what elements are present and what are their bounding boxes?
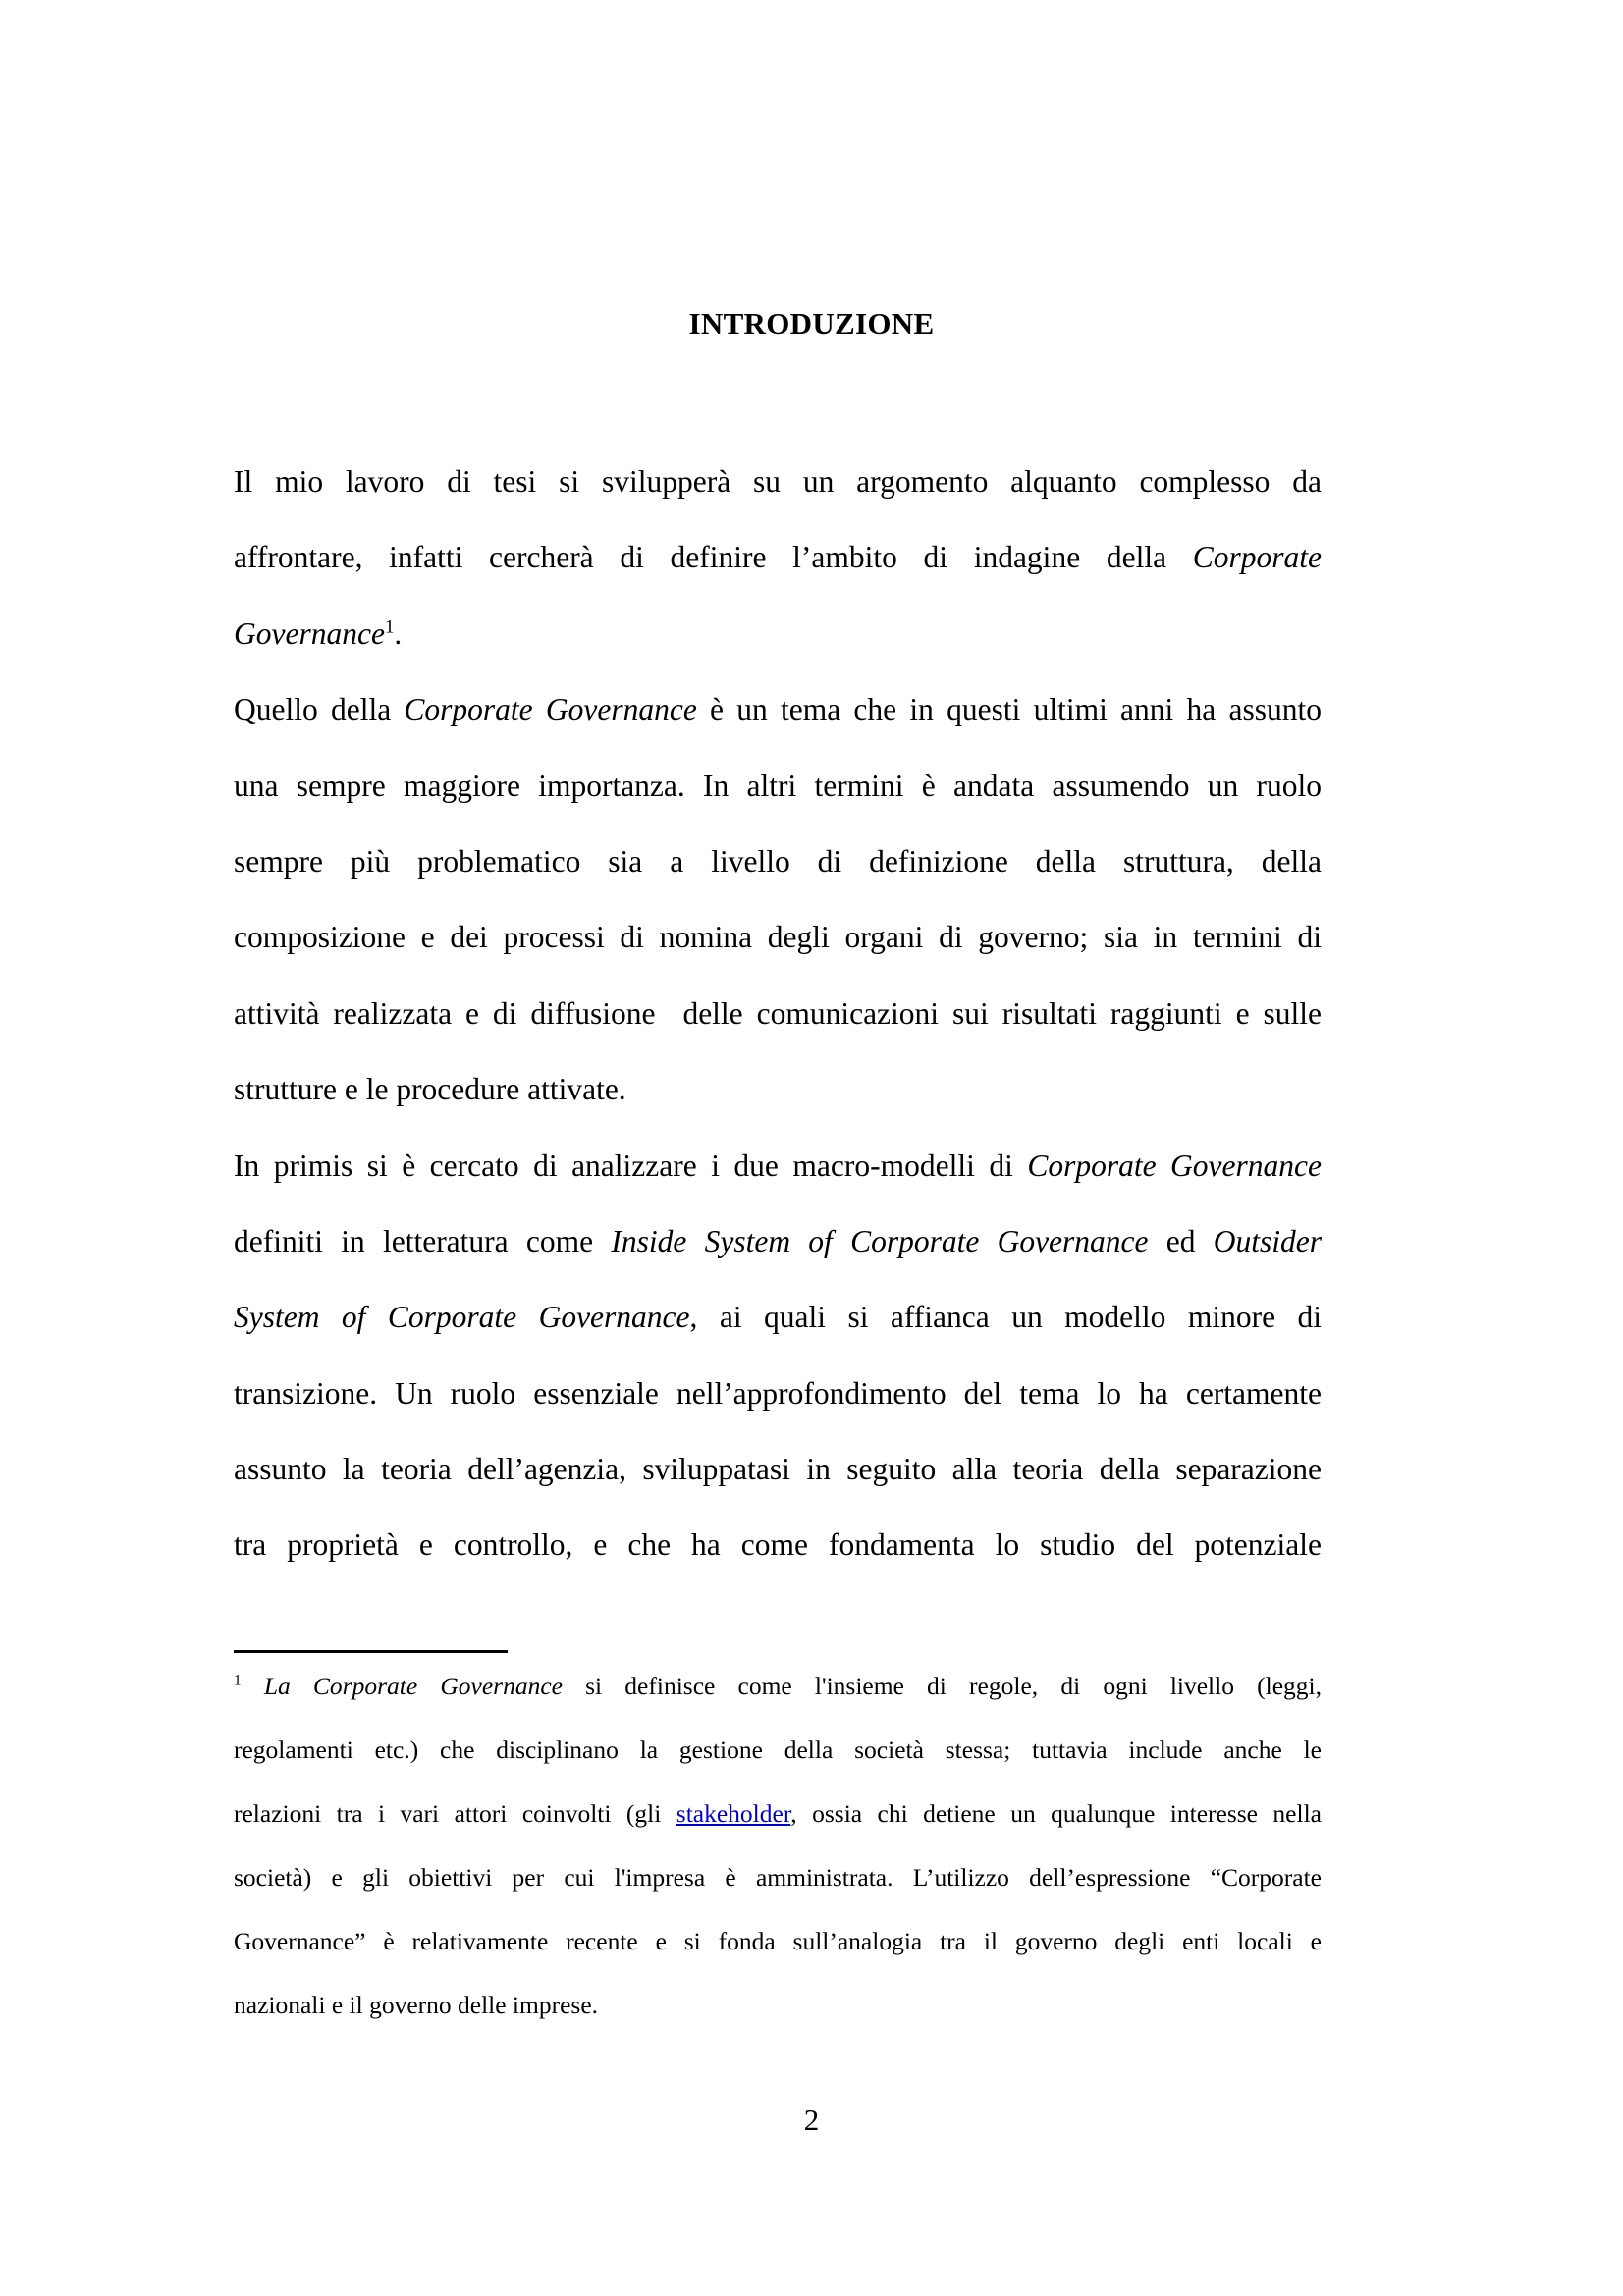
stakeholder-link[interactable]: stakeholder bbox=[676, 1799, 791, 1828]
italic-text: Inside System of Corporate Governance bbox=[611, 1223, 1149, 1258]
text-segment: tra proprietà e controllo, e che ha come fondamenta lo studio del potenziale bbox=[234, 1527, 1322, 1563]
text-segment: assunto la teoria dell’agenzia, sviluppatasi in seguito alla teoria della separazione bbox=[234, 1452, 1322, 1487]
text-segment: Governance” è relativamente recente e si fonda sull’analogia tra il governo degli enti locali e bbox=[234, 1927, 1322, 1955]
text-segment: , ossia chi detiene un qualunque interesse nella bbox=[790, 1799, 1322, 1828]
body-line bbox=[234, 519, 1322, 595]
text-segment: è un tema che in questi ultimi anni ha assunto bbox=[696, 692, 1322, 727]
body-line bbox=[234, 1431, 1322, 1507]
body-text bbox=[234, 444, 1322, 1583]
body-line bbox=[234, 671, 1322, 747]
footnote-marker: 1 bbox=[384, 616, 395, 638]
body-line bbox=[234, 976, 1322, 1051]
body-line bbox=[234, 1128, 1322, 1203]
footnote-line bbox=[234, 1654, 1322, 1718]
text-segment: ed bbox=[1148, 1223, 1214, 1258]
page-number: 2 bbox=[803, 2103, 820, 2137]
italic-text: Corporate Governance bbox=[1027, 1148, 1322, 1183]
body-line bbox=[234, 824, 1322, 899]
text-segment: In primis si è cercato di analizzare i due macro-modelli di bbox=[234, 1148, 1028, 1183]
footnote-line bbox=[234, 1718, 1322, 1782]
text-segment: regolamenti etc.) che disciplinano la gestione della società stessa; tuttavia include anche le bbox=[234, 1735, 1322, 1764]
text-segment: definiti in letteratura come bbox=[234, 1223, 612, 1258]
text-segment: società) e gli obiettivi per cui l'impresa è amministrata. L’utilizzo dell’espressione “Corporate bbox=[234, 1863, 1322, 1892]
italic-text: Corporate bbox=[1192, 540, 1322, 575]
body-line bbox=[234, 1507, 1322, 1582]
footnote-marker: 1 bbox=[234, 1672, 242, 1689]
body-line bbox=[234, 1051, 1322, 1127]
text-segment: affrontare, infatti cercherà di definire l’ambito di indagine della bbox=[234, 540, 1193, 575]
italic-text: La Corporate Governance bbox=[263, 1672, 563, 1700]
italic-text: Corporate Governance bbox=[404, 692, 697, 727]
text-segment: , ai quali si affianca un modello minore di bbox=[689, 1300, 1322, 1335]
text-segment: si definisce come l'insieme di regole, di ogni livello (leggi, bbox=[562, 1672, 1322, 1700]
italic-text: System of Corporate Governance bbox=[234, 1300, 690, 1335]
footnote-line bbox=[234, 1782, 1322, 1845]
text-segment: relazioni tra i vari attori coinvolti (gli bbox=[234, 1799, 676, 1828]
text-segment: una sempre maggiore importanza. In altri termini è andata assumendo un ruolo bbox=[234, 768, 1322, 803]
body-line bbox=[234, 444, 1322, 519]
italic-text: Outsider bbox=[1213, 1223, 1322, 1258]
text-segment: composizione e dei processi di nomina degli organi di governo; sia in termini di bbox=[234, 920, 1322, 955]
body-line bbox=[234, 899, 1322, 975]
footnote-line bbox=[234, 1973, 1322, 2037]
text-segment: Quello della bbox=[234, 692, 405, 727]
footnote bbox=[234, 1654, 1322, 2037]
text-segment: . bbox=[394, 615, 403, 651]
body-line bbox=[234, 1356, 1322, 1431]
body-line bbox=[234, 1203, 1322, 1279]
footnote-line bbox=[234, 1845, 1322, 1909]
footnote-separator bbox=[234, 1650, 508, 1653]
body-line bbox=[234, 748, 1322, 824]
body-line bbox=[234, 1279, 1322, 1355]
italic-text: Governance bbox=[234, 615, 385, 651]
body-line bbox=[234, 596, 1322, 671]
text-segment: transizione. Un ruolo essenziale nell’approfondimento del tema lo ha certamente bbox=[234, 1375, 1322, 1411]
text-segment bbox=[242, 1672, 264, 1700]
footnote-line bbox=[234, 1909, 1322, 1973]
text-segment: Il mio lavoro di tesi si svilupperà su un argomento alquanto complesso da bbox=[234, 464, 1322, 499]
text-segment: strutture e le procedure attivate. bbox=[234, 1072, 626, 1107]
page-title: INTRODUZIONE bbox=[688, 306, 935, 341]
text-segment: sempre più problematico sia a livello di definizione della struttura, della bbox=[234, 843, 1322, 879]
text-segment: nazionali e il governo delle imprese. bbox=[234, 1991, 599, 2019]
text-segment: attività realizzata e di diffusione delle comunicazioni sui risultati raggiunti e sulle bbox=[234, 995, 1322, 1031]
